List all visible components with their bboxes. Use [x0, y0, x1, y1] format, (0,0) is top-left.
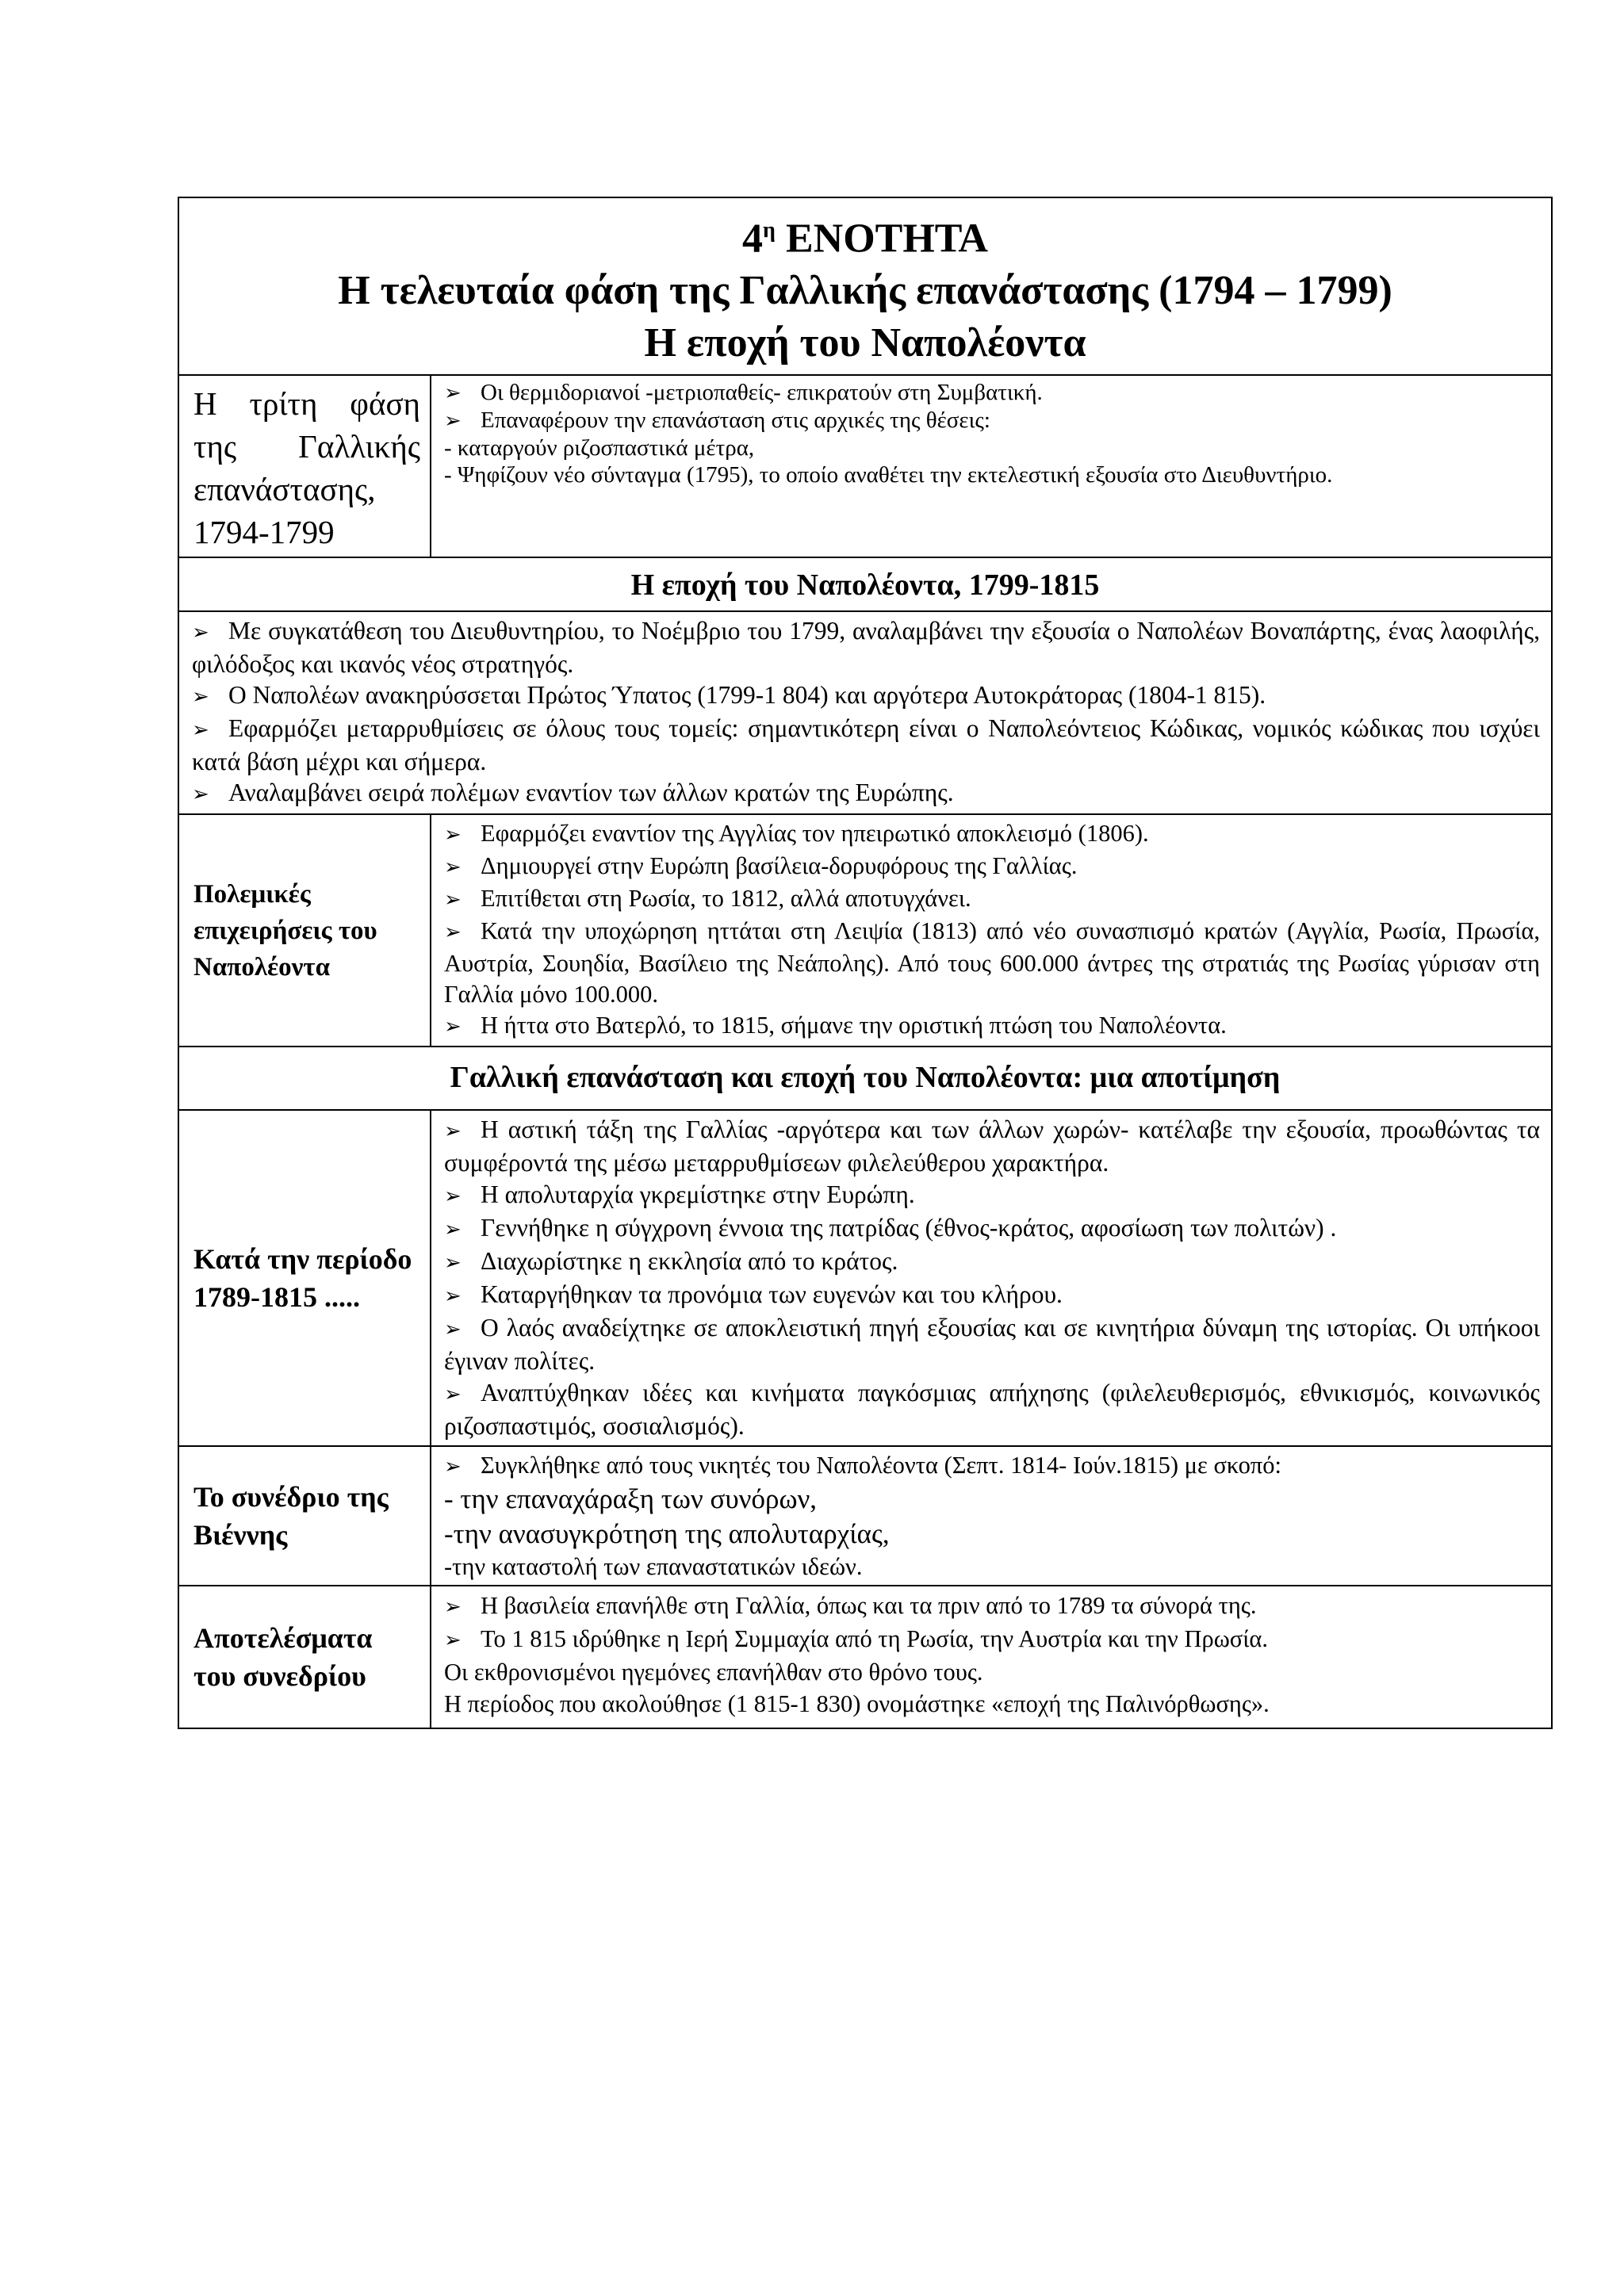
bullet-item	[192, 679, 1540, 713]
arrowhead-bullet-icon: ➢	[444, 920, 462, 945]
bullet-text: Η απολυταρχία γκρεμίστηκε στην Ευρώπη.	[481, 1181, 915, 1209]
bullet-text: Εφαρμόζει μεταρρυθμίσεις σε όλους τους τομείς: σημαντικότερη είναι ο Ναπολεόντειος Κώδικας, νομικός κώδικας που ισχύει κατά βάση μέχρι και σήμερα.	[192, 714, 1540, 776]
bullet-text: Η αστική τάξη της Γαλλίας -αργότερα και των άλλων χωρών- κατέλαβε την εξουσία, προωθώντας τα συμφέροντά της μέσω μεταρρυθμίσεων φιλελεύθερου χαρακτήρα.	[444, 1115, 1540, 1177]
arrowhead-bullet-icon: ➢	[444, 1119, 462, 1144]
bullet-item	[444, 1377, 1540, 1442]
bullet-item	[444, 407, 1540, 434]
bullet-text: Το 1 815 ιδρύθηκε η Ιερή Συμμαχία από τη Ρωσία, την Αυστρία και την Πρωσία.	[481, 1625, 1269, 1653]
bullet-item	[444, 1246, 1540, 1279]
bullet-item	[444, 1279, 1540, 1312]
plain-line: - καταργούν ριζοσπαστικά μέτρα,	[444, 435, 755, 461]
bullet-item	[444, 1312, 1540, 1377]
bullet-text: Δημιουργεί στην Ευρώπη βασίλεια-δορυφόρους της Γαλλίας.	[481, 852, 1078, 880]
bullet-text: Εφαρμόζει εναντίον της Αγγλίας τον ηπειρωτικό αποκλεισμό (1806).	[481, 820, 1149, 848]
napoleon-era-heading: Η εποχή του Ναπολέοντα, 1799-1815	[178, 557, 1552, 611]
arrowhead-bullet-icon: ➢	[444, 381, 462, 406]
third-phase-label: Η τρίτη φάση της Γαλλικής επανάστασης, 1794-1799	[178, 375, 431, 557]
unit-heading	[195, 205, 1535, 265]
results-label: Αποτελέσματα του συνεδρίου	[178, 1586, 431, 1728]
bullet-text: Κατά την υποχώρηση ηττάται στη Λειψία (1813) από νέο συνασπισμό κρατών (Αγγλία, Ρωσία, Πρωσία, Αυστρία, Σουηδία, Βασίλειο της Νεάπολης). Από τους 600.000 άντρες της στρατιάς της Ρωσίας γύρισαν στη Γαλλία μόνο 100.000.	[444, 917, 1540, 1008]
bullet-item	[444, 1212, 1540, 1246]
arrowhead-bullet-icon: ➢	[192, 718, 209, 743]
bullet-text: Αναπτύχθηκαν ιδέες και κινήματα παγκόσμιας απήχησης (φιλελευθερισμός, εθνικισμός, κοινωνικός ριζοσπαστιμός, σοσιαλισμός).	[444, 1379, 1540, 1441]
content-table	[178, 197, 1553, 1729]
bullet-item	[444, 818, 1540, 851]
bullet-text: Επαναφέρουν την επανάσταση στις αρχικές της θέσεις:	[481, 408, 990, 434]
bullet-item	[444, 1179, 1540, 1212]
bullet-item	[192, 713, 1540, 777]
title-cell	[178, 197, 1552, 375]
napoleon-era-row	[178, 611, 1552, 814]
arrowhead-bullet-icon: ➢	[444, 888, 462, 913]
period-row	[178, 1110, 1552, 1446]
campaigns-label: Πολεμικές επιχειρήσεις του Ναπολέοντα	[178, 814, 431, 1047]
bullet-item	[444, 851, 1540, 883]
assessment-heading: Γαλλική επανάσταση και εποχή του Ναπολέοντα: μια αποτίμηση	[178, 1047, 1552, 1110]
vienna-row	[178, 1446, 1552, 1586]
plain-line: Η περίοδος που ακολούθησε (1 815-1 830) ονομάστηκε «εποχή της Παλινόρθωσης».	[444, 1690, 1270, 1718]
arrowhead-bullet-icon: ➢	[444, 1184, 462, 1209]
napoleon-era-heading-row	[178, 557, 1552, 611]
arrowhead-bullet-icon: ➢	[444, 1628, 462, 1653]
arrowhead-bullet-icon: ➢	[444, 823, 462, 848]
bullet-item	[444, 1590, 1540, 1623]
results-row	[178, 1586, 1552, 1728]
bullet-text: Η ήττα στο Βατερλό, το 1815, σήμανε την οριστική πτώση του Ναπολέοντα.	[481, 1012, 1227, 1039]
third-phase-row	[178, 375, 1552, 557]
bullet-item	[444, 883, 1540, 916]
bullet-item	[444, 916, 1540, 1010]
arrowhead-bullet-icon: ➢	[444, 1595, 462, 1620]
arrowhead-bullet-icon: ➢	[444, 1251, 462, 1276]
bullet-text: Η βασιλεία επανήλθε στη Γαλλία, όπως και τα πριν από το 1789 τα σύνορά της.	[481, 1592, 1257, 1620]
bullet-item	[192, 777, 1540, 810]
bullet-text: Καταργήθηκαν τα προνόμια των ευγενών και του κλήρου.	[481, 1280, 1063, 1309]
main-title: Η τελευταία φάση της Γαλλικής επανάστασης (1794 – 1799)	[338, 268, 1392, 314]
arrowhead-bullet-icon: ➢	[444, 855, 462, 880]
bullet-text: Επιτίθεται στη Ρωσία, το 1812, αλλά αποτυγχάνει.	[481, 885, 971, 913]
assessment-heading-row	[178, 1047, 1552, 1110]
bullet-item	[444, 1450, 1540, 1482]
vienna-content	[431, 1446, 1552, 1586]
arrowhead-bullet-icon: ➢	[444, 1383, 462, 1407]
period-label: Κατά την περίοδο 1789-1815 .....	[178, 1110, 431, 1446]
plain-line: -την καταστολή των επαναστατικών ιδεών.	[444, 1553, 863, 1581]
bullet-text: Συγκλήθηκε από τους νικητές του Ναπολέοντα (Σεπτ. 1814- Ιούν.1815) με σκοπό:	[481, 1452, 1281, 1479]
bullet-item	[444, 1010, 1540, 1043]
third-phase-content	[431, 375, 1552, 557]
bullet-text: Ο λαός αναδείχτηκε σε αποκλειστική πηγή εξουσίας και σε κινητήρια δύναμη της ιστορίας. Οι υπήκοοι έγιναν πολίτες.	[444, 1314, 1540, 1376]
arrowhead-bullet-icon: ➢	[192, 783, 209, 807]
unit-number: 4	[742, 216, 764, 262]
results-content	[431, 1586, 1552, 1728]
arrowhead-bullet-icon: ➢	[192, 621, 209, 645]
plain-line: Οι εκθρονισμένοι ηγεμόνες επανήλθαν στο θρόνο τους.	[444, 1659, 983, 1686]
unit-superscript: η	[763, 218, 776, 243]
plain-line: -την ανασυγκρότηση της απολυταρχίας,	[444, 1518, 890, 1550]
bullet-item	[444, 1623, 1540, 1656]
bullet-text: Με συγκατάθεση του Διευθυντηρίου, το Νοέμβριο του 1799, αναλαμβάνει την εξουσία ο Ναπολέων Βοναπάρτης, ένας λαοφιλής, φιλόδοξος και ικανός νέος στρατηγός.	[192, 617, 1540, 679]
arrowhead-bullet-icon: ➢	[444, 1218, 462, 1242]
bullet-text: Οι θερμιδοριανοί -μετριοπαθείς- επικρατούν στη Συμβατική.	[481, 380, 1043, 406]
napoleon-era-content	[178, 611, 1552, 814]
sub-title: Η εποχή του Ναπολέοντα	[644, 320, 1086, 366]
bullet-text: Γεννήθηκε η σύγχρονη έννοια της πατρίδας (έθνος-κράτος, αφοσίωση των πολιτών) .	[481, 1214, 1337, 1242]
arrowhead-bullet-icon: ➢	[444, 1318, 462, 1342]
unit-word: ΕΝΟΤΗΤΑ	[785, 216, 988, 262]
bullet-item	[192, 615, 1540, 679]
bullet-text: Διαχωρίστηκε η εκκλησία από το κράτος.	[481, 1247, 898, 1276]
title-row	[178, 197, 1552, 375]
arrowhead-bullet-icon: ➢	[192, 685, 209, 710]
period-content	[431, 1110, 1552, 1446]
bullet-item	[444, 379, 1540, 407]
bullet-text: Ο Ναπολέων ανακηρύσσεται Πρώτος Ύπατος (1799-1 804) και αργότερα Αυτοκράτορας (1804-1 815).	[228, 681, 1266, 710]
arrowhead-bullet-icon: ➢	[444, 1284, 462, 1309]
plain-line: - Ψηφίζουν νέο σύνταγμα (1795), το οποίο αναθέτει την εκτελεστική εξουσία στο Διευθυντήριο.	[444, 462, 1333, 488]
bullet-item	[444, 1114, 1540, 1179]
plain-line: - την επαναχάραξη των συνόρων,	[444, 1483, 818, 1515]
campaigns-content	[431, 814, 1552, 1047]
arrowhead-bullet-icon: ➢	[444, 1455, 462, 1479]
vienna-label: Το συνέδριο της Βιέννης	[178, 1446, 431, 1586]
arrowhead-bullet-icon: ➢	[444, 1015, 462, 1039]
arrowhead-bullet-icon: ➢	[444, 409, 462, 434]
campaigns-row	[178, 814, 1552, 1047]
bullet-text: Αναλαμβάνει σειρά πολέμων εναντίον των άλλων κρατών της Ευρώπης.	[228, 779, 954, 807]
